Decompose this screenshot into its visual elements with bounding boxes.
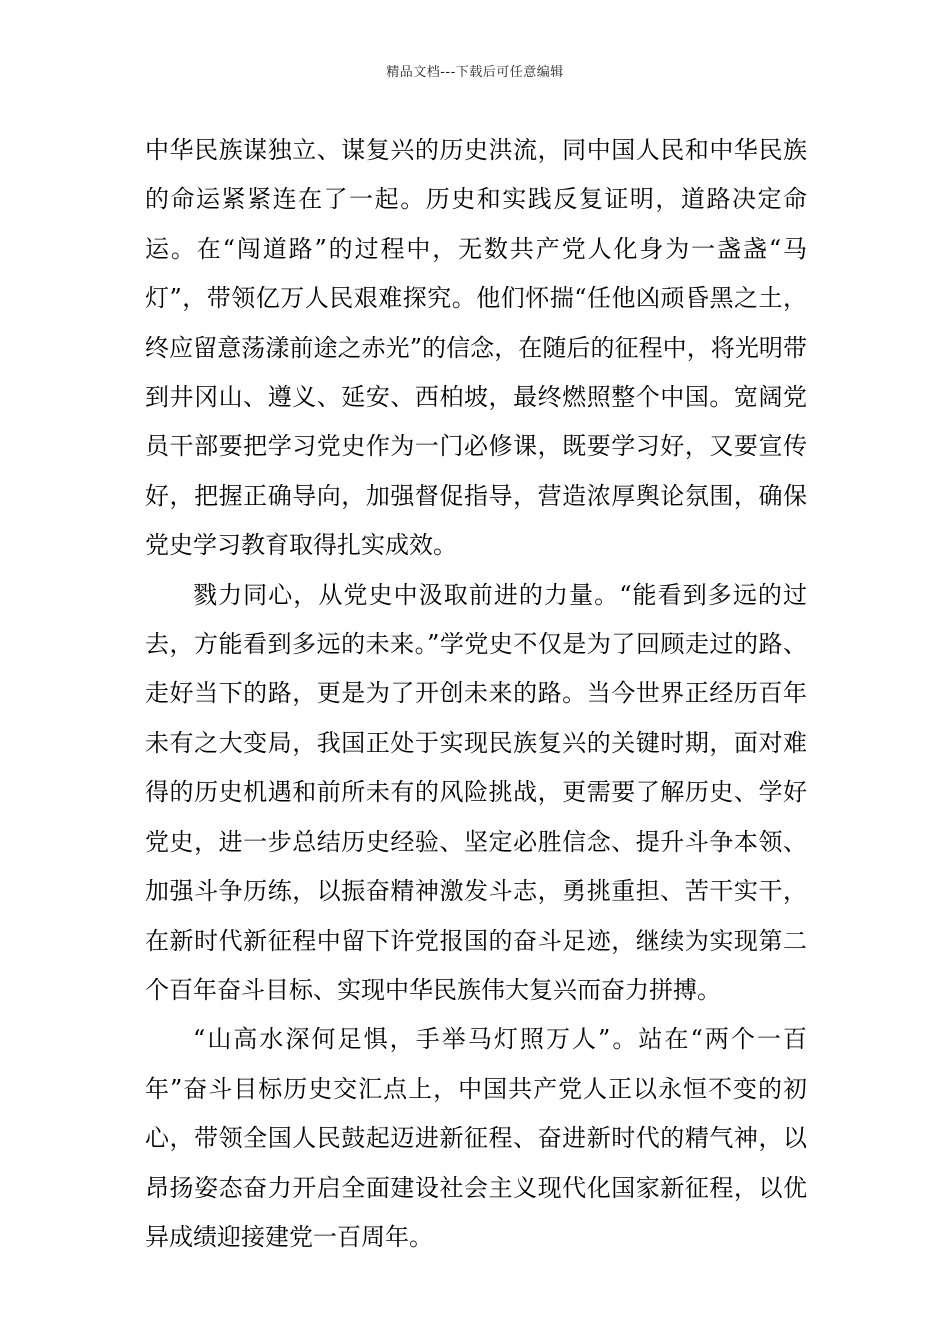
- document-body: [145, 126, 807, 1262]
- page-header: 精品文档---下载后可任意编辑: [386, 65, 564, 80]
- paragraph-3: “山高水深何足惧，手举马灯照万人”。站在“两个一百年”奋斗目标历史交汇点上，中国共产党人正以永恒不变的初心，带领全国人民鼓起迈进新征程、奋进新时代的精气神，以昂扬姿态奋力开启全面建设社会主义现代化国家新征程，以优异成绩迎接建党一百周年。: [145, 1025, 807, 1251]
- paragraph-2: 戮力同心，从党史中汲取前进的力量。“能看到多远的过去，方能看到多远的未来。”学党史不仅是为了回顾走过的路、走好当下的路，更是为了开创未来的路。当今世界正经历百年未有之大变局，我国正处于实现民族复兴的关键时期，面对难得的历史机遇和前所未有的风险挑战，更需要了解历史、学好党史，进一步总结历史经验、坚定必胜信念、提升斗争本领、加强斗争历练，以振奋精神激发斗志，勇挑重担、苦干实干，在新时代新征程中留下许党报国的奋斗足迹，继续为实现第二个百年奋斗目标、实现中华民族伟大复兴而奋力拼搏。: [145, 580, 807, 1004]
- paragraph-1: 中华民族谋独立、谋复兴的历史洪流，同中国人民和中华民族的命运紧紧连在了一起。历史和实践反复证明，道路决定命运。在“闯道路”的过程中，无数共产党人化身为一盏盏“马灯”，带领亿万人民艰难探究。他们怀揣“任他凶顽昏黑之土，终应留意荡漾前途之赤光”的信念，在随后的征程中，将光明带到井冈山、遵义、延安、西柏坡，最终燃照整个中国。宽阔党员干部要把学习党史作为一门必修课，既要学习好，又要宣传好，把握正确导向，加强督促指导，营造浓厚舆论氛围，确保党史学习教育取得扎实成效。: [145, 136, 807, 560]
